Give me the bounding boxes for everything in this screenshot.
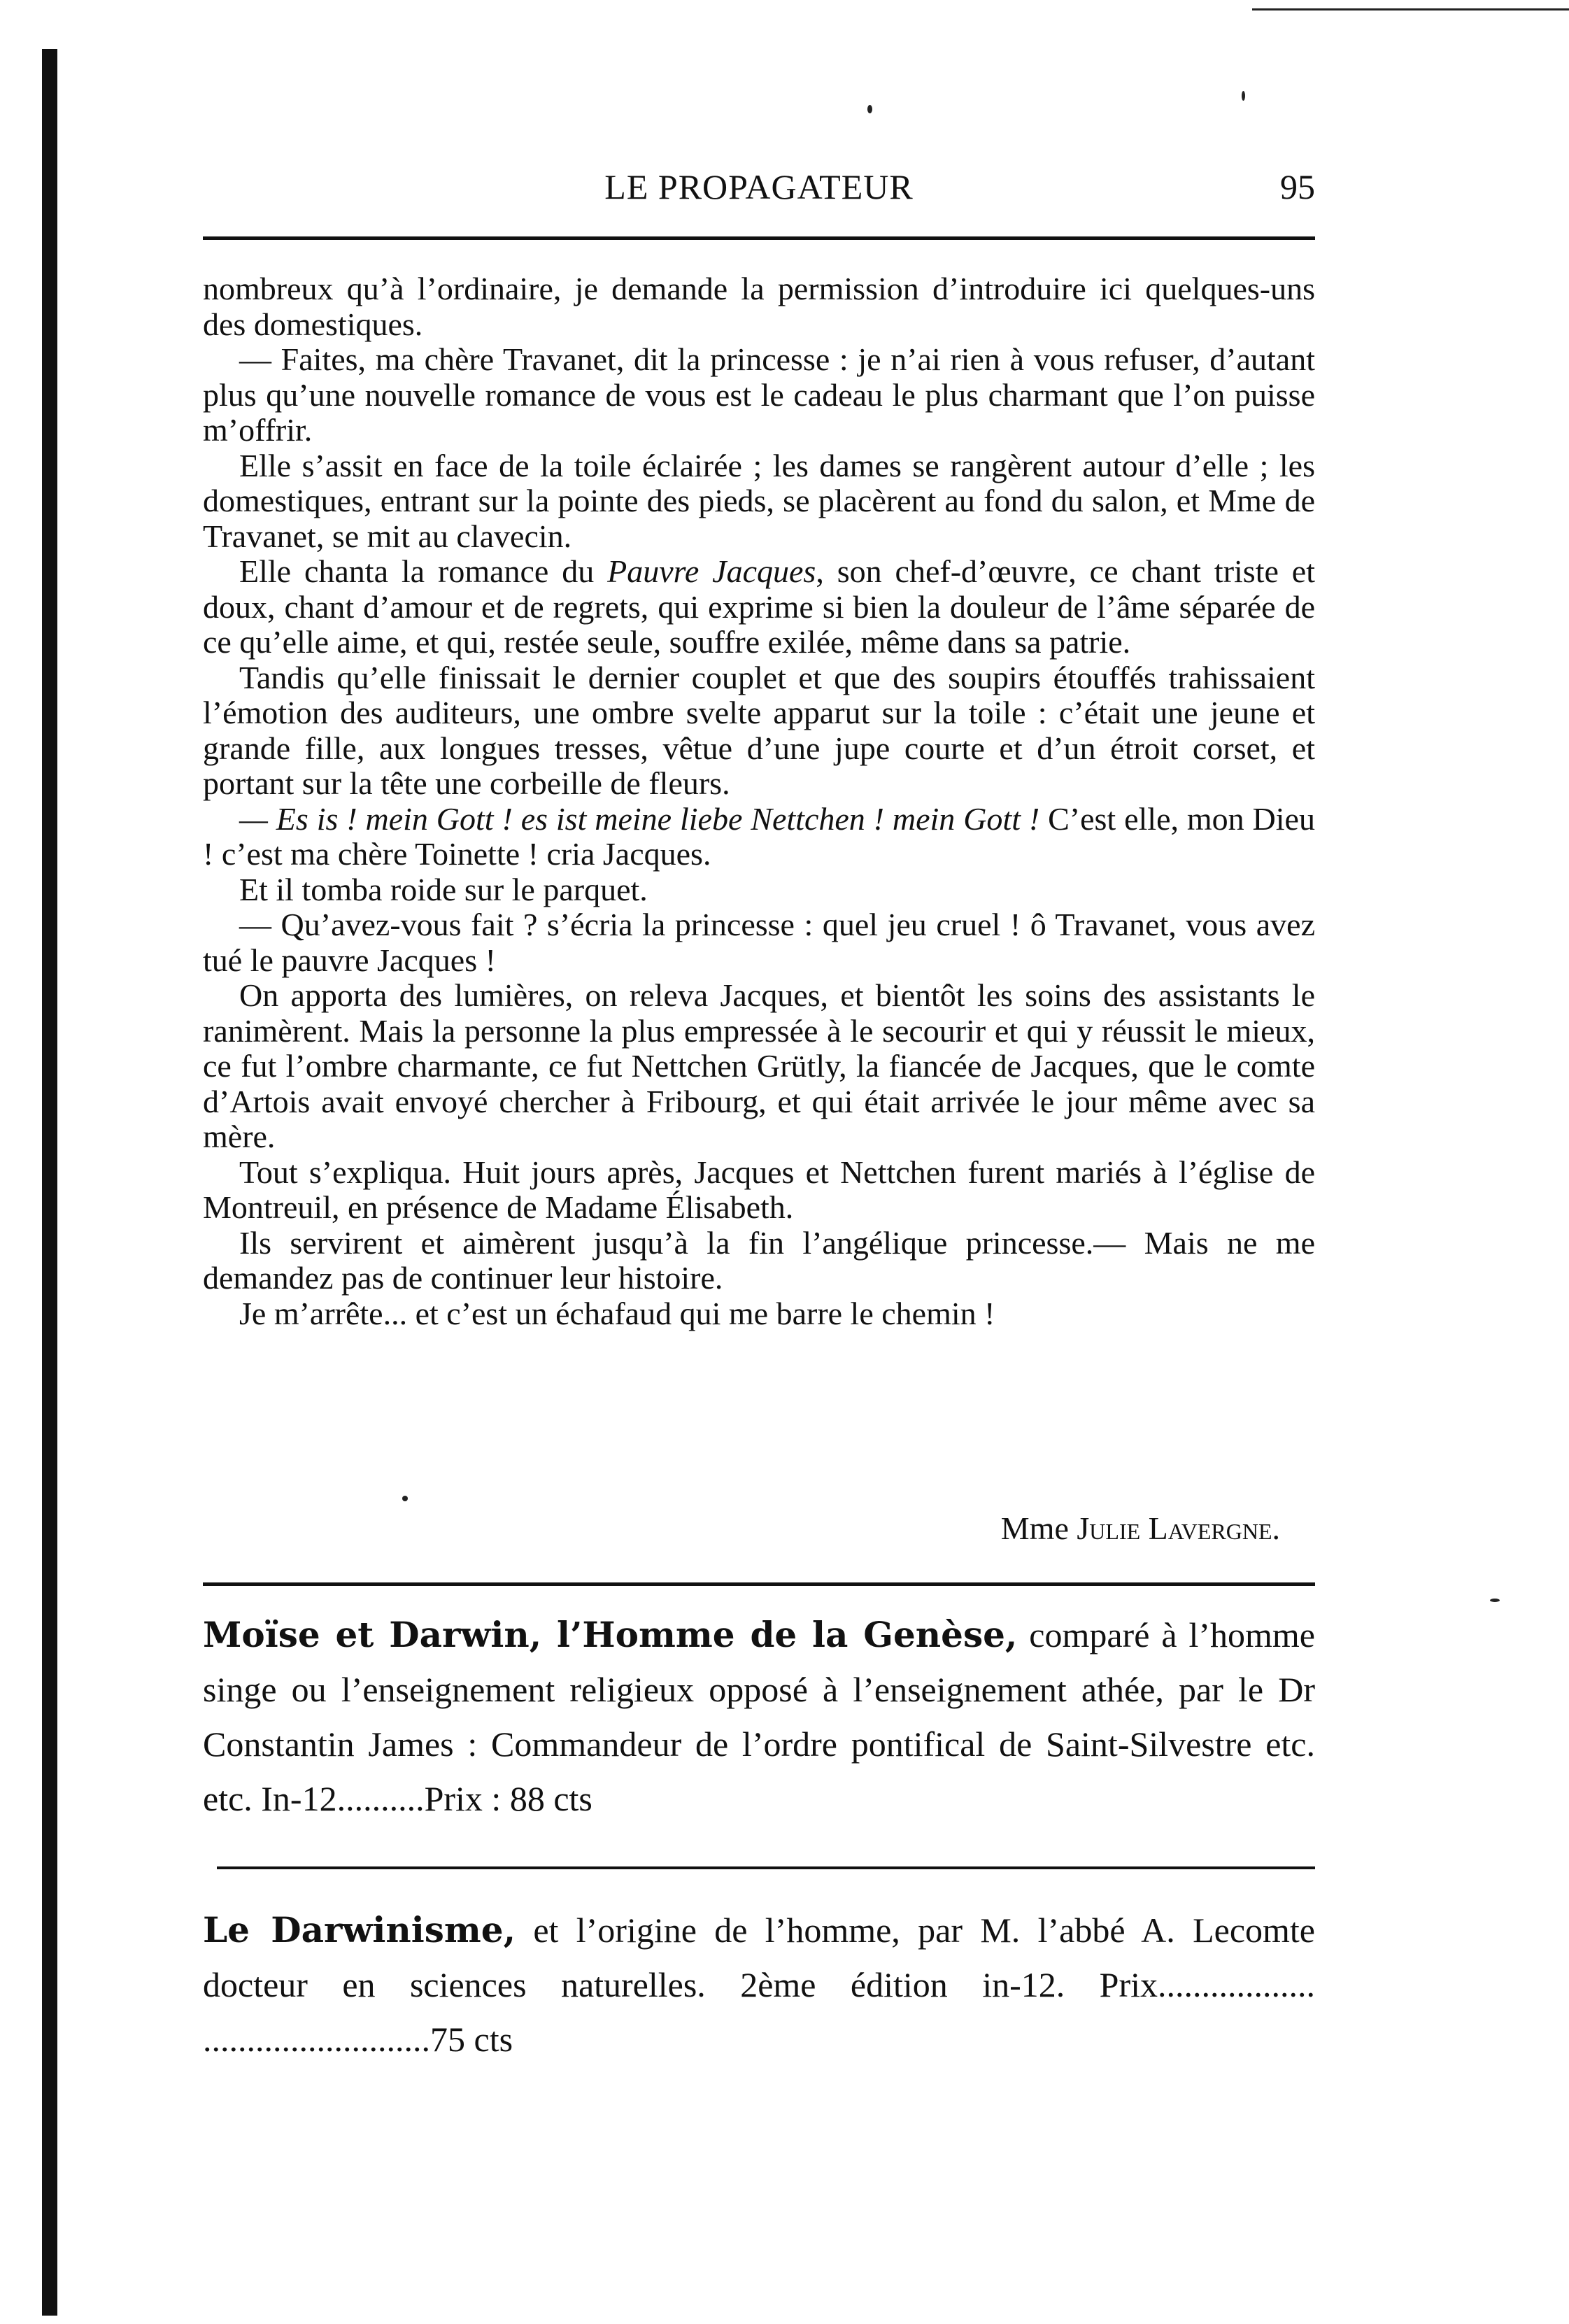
book-notice <box>203 1903 1315 2067</box>
signature-prefix: Mme <box>1000 1510 1077 1546</box>
paragraph-text: C’est elle, mon Dieu ! c’est ma chère Toinette ! cria Jacques. <box>203 800 1315 872</box>
german-exclamation: — Es is ! mein Gott ! es ist meine liebe Nettchen ! mein Gott ! <box>239 800 1040 837</box>
book-title: Le Darwinisme, <box>203 1909 516 1950</box>
paragraph <box>203 802 1315 872</box>
section-rule <box>217 1866 1315 1869</box>
print-speck <box>402 1496 408 1501</box>
running-title: LE PROPAGATEUR <box>604 167 914 206</box>
paragraph: Tandis qu’elle finissait le dernier couplet et que des soupirs étouffés trahissaient l’émotion des auditeurs, une ombre svelte apparut sur la toile : c’était une jeune et grande fille, aux longues tresses, vêtue d’une jupe courte et d’un étroit corset, et portant sur la tête une corbeille de fleurs. <box>203 659 1315 801</box>
header-rule <box>203 236 1315 240</box>
print-speck <box>867 105 872 113</box>
article-body <box>203 271 1315 1331</box>
paragraph: nombreux qu’à l’ordinaire, je demande la permission d’introduire ici quelques-uns des domestiques. <box>203 271 1315 342</box>
book-notice <box>203 1608 1315 1826</box>
author-signature <box>203 1510 1280 1547</box>
paragraph: On apporta des lumières, on releva Jacques, et bientôt les soins des assistants le ranimèrent. Mais la personne la plus empressée à le secourir et qui y réussit le mieux, ce fut l’ombre charmante, ce fut Nettchen Grütly, la fiancée de Jacques, que le comte d’Artois avait envoyé chercher à Fribourg, et qui était arrivée le jour même avec sa mère. <box>203 977 1315 1154</box>
paragraph: Et il tomba roide sur le parquet. <box>239 871 648 907</box>
song-title: Pauvre Jacques <box>607 553 816 589</box>
signature-name: Julie Lavergne. <box>1077 1510 1280 1546</box>
paragraph-text: , son chef-d’œuvre, ce chant triste et doux, chant d’amour et de regrets, qui exprime si bien la douleur de l’âme séparée de ce qu’elle aime, et qui, restée seule, souffre exilée, même dans sa patrie. <box>203 553 1316 660</box>
paragraph: Elle s’assit en face de la toile éclairée ; les dames se rangèrent autour d’elle ; les domestiques, entrant sur la pointe des pieds, se placèrent au fond du salon, et Mme de Travanet, se mit au clavecin. <box>203 447 1315 554</box>
paragraph <box>203 554 1315 660</box>
book-description: comparé à l’homme singe ou l’enseignement religieux opposé à l’enseignement athée, par le Dr Constantin James : Commandeur de l’ordre pontifical de Saint-Silvestre etc. etc. In-12..........Prix : 88 cts <box>203 1615 1315 1818</box>
paragraph: — Qu’avez-vous fait ? s’écria la princesse : quel jeu cruel ! ô Travanet, vous avez tué le pauvre Jacques ! <box>203 907 1315 978</box>
section-rule <box>203 1582 1315 1586</box>
book-description: et l’origine de l’homme, par M. l’abbé A. Lecomte docteur en sciences naturelles. 2ème édition in-12. Prix.................. ..........................75 cts <box>203 1911 1315 2059</box>
scan-edge-shadow <box>42 49 57 2316</box>
page-number: 95 <box>1280 167 1315 206</box>
paragraph: — Faites, ma chère Travanet, dit la princesse : je n’ai rien à vous refuser, d’autant plus qu’une nouvelle romance de vous est le cadeau le plus charmant que l’on puisse m’offrir. <box>203 341 1315 448</box>
page-header <box>203 166 1315 208</box>
paragraph-text: Elle chanta la romance du <box>239 553 608 589</box>
book-title: Moïse et Darwin, l’Homme de la Genèse, <box>203 1614 1018 1655</box>
print-speck <box>1242 91 1245 101</box>
paragraph: Tout s’expliqua. Huit jours après, Jacques et Nettchen furent mariés à l’église de Montreuil, en présence de Madame Élisabeth. <box>203 1154 1315 1225</box>
paragraph: Je m’arrête... et c’est un échafaud qui me barre le chemin ! <box>239 1295 995 1331</box>
scan-top-rule <box>1252 8 1569 10</box>
paragraph: Ils servirent et aimèrent jusqu’à la fin l’angélique princesse.— Mais ne me demandez pas de continuer leur histoire. <box>203 1224 1315 1296</box>
print-speck <box>1490 1599 1500 1602</box>
